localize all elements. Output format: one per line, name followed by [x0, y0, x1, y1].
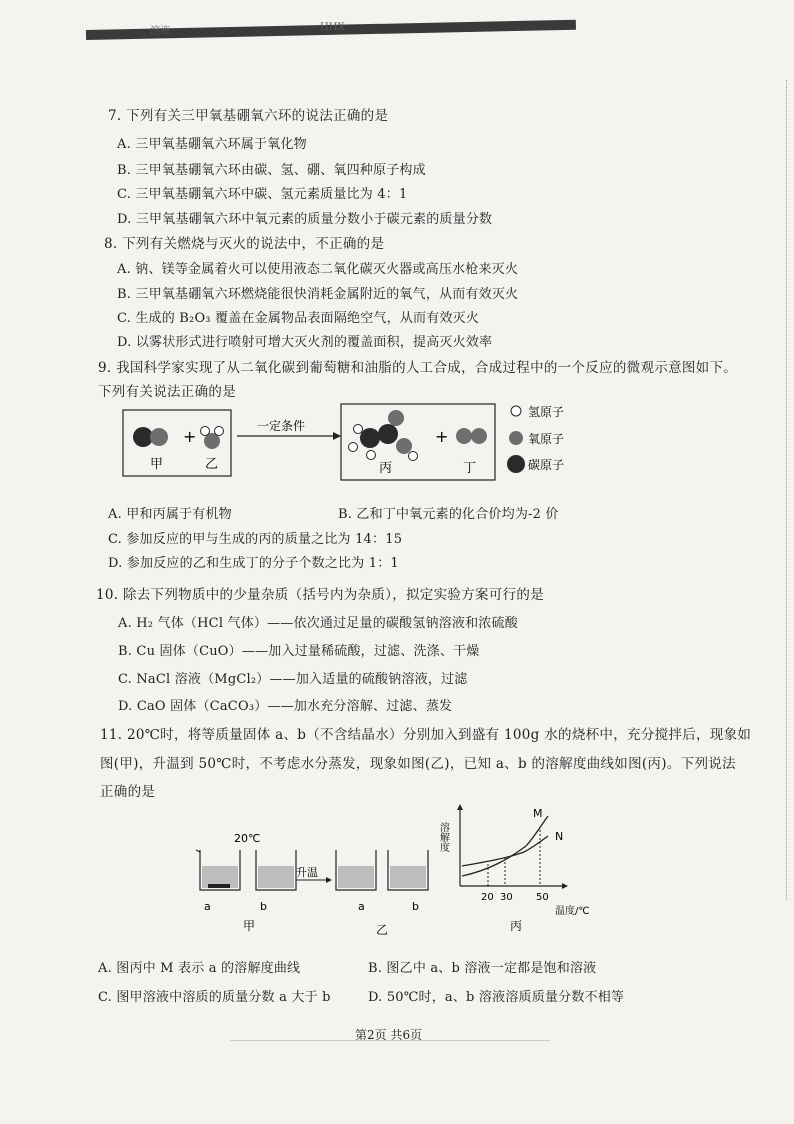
oxygen-atom	[471, 428, 487, 444]
beaker-b-jia	[256, 850, 296, 890]
q9-reaction-diagram	[120, 400, 590, 490]
temp-label: 20℃	[234, 832, 261, 845]
q9-option-b: B. 乙和丁中氧元素的化合价均为-2 价	[338, 507, 559, 522]
plus-sign: +	[183, 427, 197, 446]
group-label-yi: 乙	[376, 923, 389, 937]
header-fragment: 溶液	[150, 26, 170, 37]
header-fragment: HHX	[320, 22, 345, 33]
curve-n-label: N	[555, 830, 564, 843]
label-yi: 乙	[205, 457, 219, 472]
hydrogen-atom	[201, 427, 210, 436]
q8-option-b: B. 三甲氧基硼氧六环燃烧能很快消耗金属附近的氧气，从而有效灭火	[117, 287, 519, 302]
q11-option-a: A. 图丙中 M 表示 a 的溶解度曲线	[98, 961, 301, 976]
group-label-jia: 甲	[243, 919, 256, 933]
q8-option-d: D. 以雾状形式进行喷射可增大灭火剂的覆盖面积，提高灭火效率	[117, 335, 493, 350]
q9-option-a: A. 甲和丙属于有机物	[108, 507, 232, 522]
q11-stem-line2: 图(甲)，升温到 50℃时，不考虑水分蒸发，现象如图(乙)，已知 a、b 的溶解度曲线如图(丙)。下列说法	[100, 756, 736, 772]
q10-option-d: D. CaO 固体（CaCO₃）——加水充分溶解、过滤、蒸发	[118, 699, 453, 714]
q7-option-a: A. 三甲氧基硼氧六环属于氧化物	[117, 137, 307, 152]
q11-stem-line3: 正确的是	[100, 784, 156, 800]
q10-option-c: C. NaCl 溶液（MgCl₂）——加入适量的硫酸钠溶液，过滤	[118, 672, 468, 687]
beaker-a-yi	[336, 850, 376, 890]
legend-oxygen-icon	[509, 431, 523, 445]
hydrogen-atom	[349, 443, 358, 452]
q7-option-d: D. 三甲氧基硼氧六环中氧元素的质量分数小于碳元素的质量分数	[117, 212, 493, 227]
label-bing: 丙	[379, 461, 393, 476]
beaker-b-yi	[388, 850, 428, 890]
reaction-condition: 一定条件	[257, 419, 306, 433]
hydrogen-atom	[409, 452, 418, 461]
q7-option-b: B. 三甲氧基硼氧六环由碳、氢、硼、氧四种原子构成	[117, 163, 426, 178]
label-jia: 甲	[150, 457, 164, 472]
beaker-label: b	[412, 900, 419, 913]
beaker-label: a	[204, 900, 211, 913]
oxygen-atom	[388, 410, 404, 426]
hydrogen-atom	[367, 451, 376, 460]
legend-oxygen: 氧原子	[528, 432, 565, 446]
q10-option-a: A. H₂ 气体（HCl 气体）——依次通过足量的碳酸氢钠溶液和浓硫酸	[118, 616, 518, 631]
curve-n	[462, 836, 548, 866]
q8-option-c: C. 生成的 B₂O₃ 覆盖在金属物品表面隔绝空气，从而有效灭火	[117, 311, 480, 326]
carbon-atom	[360, 428, 380, 448]
q11-option-d: D. 50℃时，a、b 溶液溶质质量分数不相等	[368, 990, 625, 1005]
q11-option-c: C. 图甲溶液中溶质的质量分数 a 大于 b	[98, 990, 331, 1005]
curve-m-label: M	[533, 807, 543, 820]
q8-option-a: A. 钠、镁等金属着火可以使用液态二氧化碳灭火器或高压水枪来灭火	[117, 262, 519, 277]
q7-option-c: C. 三甲氧基硼氧六环中碳、氢元素质量比为 4：1	[117, 187, 408, 202]
legend-carbon: 碳原子	[528, 458, 565, 472]
heat-label: 升温	[296, 866, 318, 879]
y-label: 溶解度	[437, 822, 449, 852]
solubility-graph	[438, 804, 590, 933]
q8-stem: 8. 下列有关燃烧与灭火的说法中，不正确的是	[104, 236, 385, 252]
q10-option-b: B. Cu 固体（CuO）——加入过量稀硫酸，过滤、洗涤、干燥	[118, 644, 480, 659]
legend-carbon-icon	[507, 455, 525, 473]
q9-stem-line1: 9. 我国科学家实现了从二氧化碳到葡萄糖和油脂的人工合成，合成过程中的一个反应的微观示意图如下。	[98, 360, 738, 376]
page-number: 第2页 共6页	[355, 1028, 423, 1042]
group-label-bing: 丙	[510, 919, 523, 933]
q9-stem-line2: 下列有关说法正确的是	[98, 384, 236, 400]
oxygen-atom	[150, 428, 168, 446]
beaker-a-jia	[196, 850, 240, 890]
q9-option-d: D. 参加反应的乙和生成丁的分子个数之比为 1：1	[108, 556, 399, 571]
oxygen-atom	[456, 428, 472, 444]
tick-50: 50	[536, 892, 549, 903]
q7-stem: 7. 下列有关三甲氧基硼氧六环的说法正确的是	[108, 108, 389, 124]
legend-hydrogen: 氢原子	[528, 405, 565, 419]
beaker-label: a	[358, 900, 365, 913]
tick-30: 30	[500, 892, 513, 903]
x-label: 温度/℃	[555, 906, 590, 917]
carbon-atom	[378, 424, 398, 444]
q11-figure	[190, 800, 610, 940]
footer-divider	[230, 1040, 550, 1041]
beaker-label: b	[260, 900, 267, 913]
q10-stem: 10. 除去下列物质中的少量杂质（括号内为杂质），拟定实验方案可行的是	[96, 587, 545, 603]
edge-dots	[786, 80, 788, 900]
legend-hydrogen-icon	[511, 406, 521, 416]
oxygen-atom	[396, 438, 412, 454]
q11-option-b: B. 图乙中 a、b 溶液一定都是饱和溶液	[368, 961, 597, 976]
plus-sign: +	[435, 427, 449, 446]
q9-option-c: C. 参加反应的甲与生成的丙的质量之比为 14：15	[108, 532, 403, 547]
hydrogen-atom	[354, 425, 363, 434]
tick-20: 20	[481, 892, 494, 903]
arrow-head	[333, 432, 341, 440]
label-ding: 丁	[463, 461, 477, 476]
q11-stem-line1: 11. 20℃时，将等质量固体 a、b（不含结晶水）分别加入到盛有 100g 水的烧杯中，充分搅拌后，现象如	[100, 727, 752, 743]
hydrogen-atom	[215, 427, 224, 436]
